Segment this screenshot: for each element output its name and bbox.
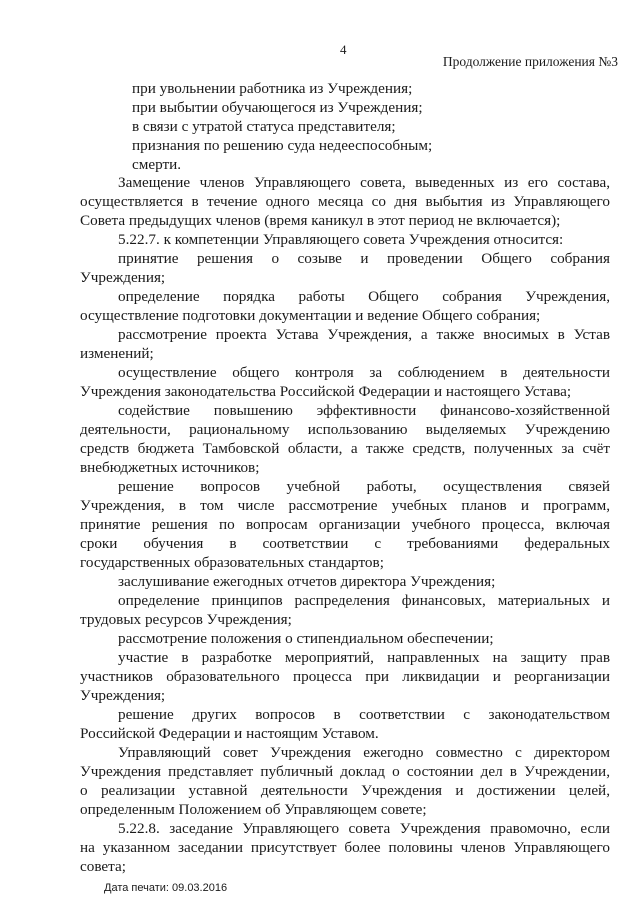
text-line: изменений; [80, 345, 154, 362]
text-line: 5.22.8. заседание Управляющего совета Учреждения правомочно, если [118, 820, 610, 837]
text-line: средств бюджета Тамбовской области, а также средств, полученных за счёт [80, 440, 610, 457]
text-line: на указанном заседании присутствует более половины членов Управляющего [80, 839, 610, 856]
text-line: принятие решения о созыве и проведении Общего собрания [118, 250, 610, 267]
text-line: 5.22.7. к компетенции Управляющего совета Учреждения относится: [118, 231, 564, 248]
text-line: определение порядка работы Общего собрания Учреждения, [118, 288, 610, 305]
text-line: осуществление подготовки документации и ведение Общего собрания; [80, 307, 541, 324]
text-line: при выбытии обучающегося из Учреждения; [132, 99, 423, 116]
text-line: Учреждения представляет публичный доклад о состоянии дел в Учреждении, [80, 763, 610, 780]
text-line: решение вопросов учебной работы, осуществления связей [118, 478, 610, 495]
text-line: деятельности, рациональному использованию выделяемых Учреждению [80, 421, 610, 438]
text-line: решение других вопросов в соответствии с законодательством [118, 706, 610, 723]
text-line: участие в разработке мероприятий, направленных на защиту прав [118, 649, 610, 666]
text-line: участников образовательного процесса при ликвидации и реорганизации [80, 668, 610, 685]
text-line: признания по решению суда недееспособным; [132, 137, 433, 154]
text-line: сроки обучения в соответствии с требованиями федеральных [80, 535, 610, 552]
text-line: Управляющий совет Учреждения ежегодно совместно с директором [118, 744, 610, 761]
text-line: совета; [80, 858, 126, 875]
text-line: определение принципов распределения финансовых, материальных и [118, 592, 610, 609]
text-line: Учреждения законодательства Российской Федерации и настоящего Устава; [80, 383, 572, 400]
appendix-header: Продолжение приложения №3 [442, 54, 618, 69]
text-line: Совета предыдущих членов (время каникул в этот период не включается); [80, 212, 561, 229]
text-line: Учреждения; [80, 687, 166, 704]
text-line: государственных образовательных стандартов; [80, 554, 384, 571]
text-line: трудовых ресурсов Учреждения; [80, 611, 292, 628]
text-line: заслушивание ежегодных отчетов директора Учреждения; [118, 573, 496, 590]
text-line: Учреждения; [80, 269, 166, 286]
text-line: в связи с утратой статуса представителя; [132, 118, 396, 135]
text-line: рассмотрение проекта Устава Учреждения, а также вносимых в Устав [118, 326, 610, 343]
text-line: рассмотрение положения о стипендиальном обеспечении; [118, 630, 494, 647]
text-line: Замещение членов Управляющего совета, выведенных из его состава, [118, 174, 610, 191]
text-line: осуществление общего контроля за соблюдением в деятельности [118, 364, 610, 381]
text-line: о реализации уставной деятельности Учреждения и достижении целей, [80, 782, 610, 799]
text-line: Российской Федерации и настоящим Уставом. [80, 725, 379, 742]
text-line: содействие повышению эффективности финансово-хозяйственной [118, 402, 610, 419]
text-line: Учреждения, в том числе рассмотрение учебных планов и программ, [80, 497, 610, 514]
text-line: внебюджетных источников; [80, 459, 260, 476]
text-line: определенным Положением об Управляющем совете; [80, 801, 427, 818]
text-line: осуществляется в течение одного месяца со дня выбытия из Управляющего [80, 193, 610, 210]
text-line: принятие решения по вопросам организации учебного процесса, включая [80, 516, 610, 533]
print-date-footer: Дата печати: 09.03.2016 [104, 882, 228, 894]
text-line: смерти. [132, 156, 182, 173]
page-number: 4 [340, 42, 347, 57]
text-line: при увольнении работника из Учреждения; [132, 80, 413, 97]
